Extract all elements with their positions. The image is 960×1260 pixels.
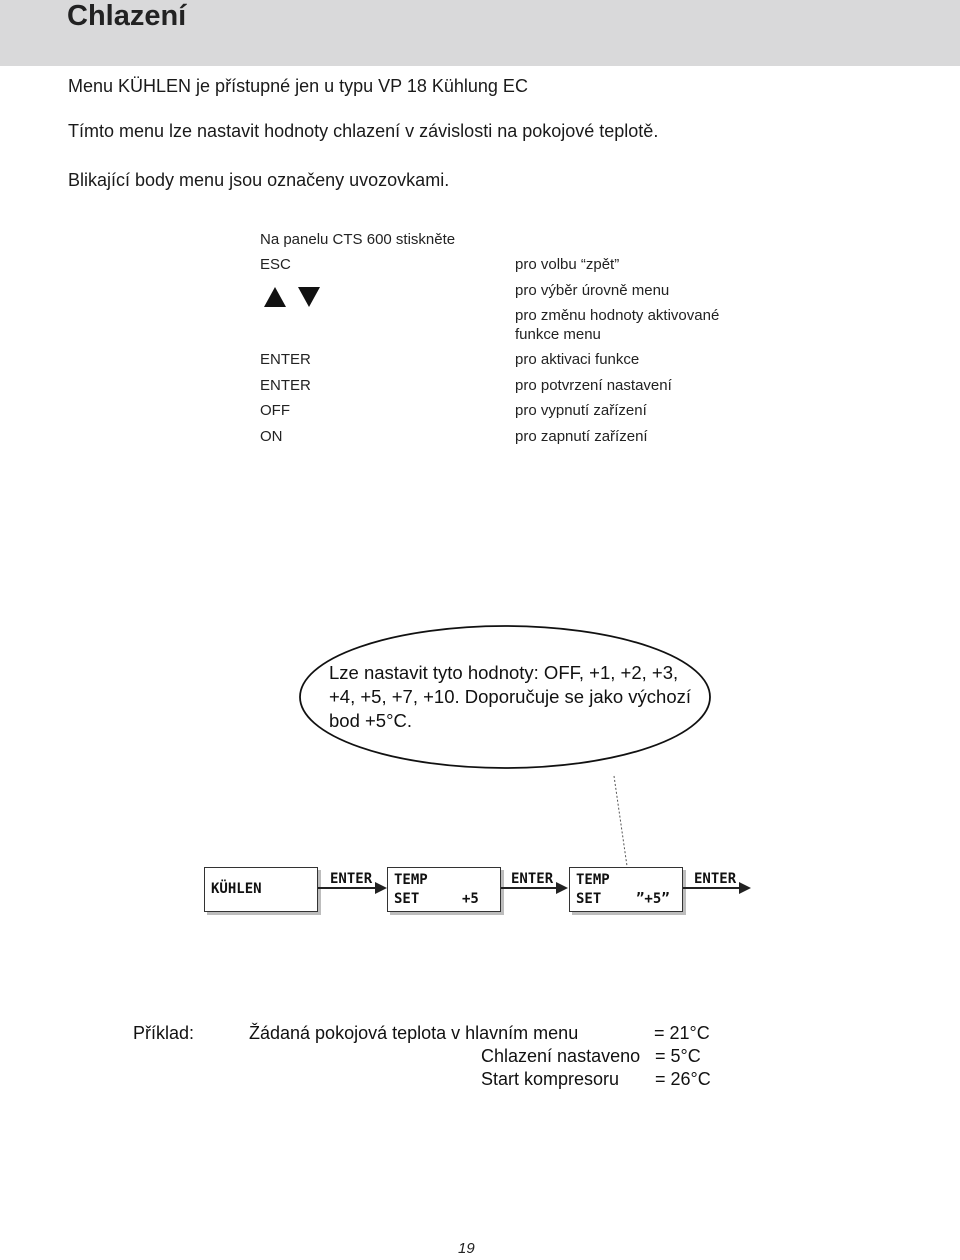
desc-esc: pro volbu “zpět” xyxy=(515,256,620,273)
controls-heading: Na panelu CTS 600 stiskněte xyxy=(260,231,456,248)
enter-label-1: ENTER xyxy=(330,871,373,887)
example-row2-value: = 5°C xyxy=(655,1046,701,1066)
arrow-3-line xyxy=(683,887,740,889)
intro-line-3: Blikající body menu jsou označeny uvozovkami. xyxy=(68,170,450,190)
lcd-1-value: +5 xyxy=(462,891,479,907)
arrow-1-head xyxy=(375,882,387,894)
lcd-1-line1: TEMP xyxy=(394,872,428,888)
lcd-2-line1: TEMP xyxy=(576,872,610,888)
arrow-2-line xyxy=(501,887,557,889)
page-number: 19 xyxy=(458,1240,475,1257)
arrow-2-head xyxy=(556,882,568,894)
desc-on: pro zapnutí zařízení xyxy=(515,428,648,445)
callout-text: Lze nastavit tyto hodnoty: OFF, +1, +2, +3, +4, +5, +7, +10. Doporučuje se jako výchozí bod +5°C. xyxy=(329,662,692,731)
example-row3-value: = 26°C xyxy=(655,1069,711,1089)
desc-off: pro vypnutí zařízení xyxy=(515,402,647,419)
key-esc: ESC xyxy=(260,256,291,273)
desc-arrows-2a: pro změnu hodnoty aktivované xyxy=(515,307,720,324)
desc-enter-2: pro potvrzení nastavení xyxy=(515,377,672,394)
enter-label-3: ENTER xyxy=(694,871,737,887)
desc-arrows-2b: funkce menu xyxy=(515,326,601,343)
arrow-1-line xyxy=(318,887,376,889)
example-row2-text: Chlazení nastaveno xyxy=(481,1046,641,1066)
key-off: OFF xyxy=(260,402,290,419)
example-row3-text: Start kompresoru xyxy=(481,1069,620,1089)
example-label: Příklad: xyxy=(133,1023,195,1043)
arrow-3-head xyxy=(739,882,751,894)
intro-line-2: Tímto menu lze nastavit hodnoty chlazení v závislosti na pokojové teplotě. xyxy=(68,121,659,141)
callout-pointer-line xyxy=(614,776,627,866)
page-title: Chlazení xyxy=(67,0,187,32)
desc-enter-1: pro aktivaci funkce xyxy=(515,351,640,368)
lcd-kuhlen xyxy=(204,867,318,912)
lcd-kuhlen-text: KÜHLEN xyxy=(211,881,262,897)
key-enter-1: ENTER xyxy=(260,351,311,368)
example-row1-value: = 21°C xyxy=(654,1023,710,1043)
enter-label-2: ENTER xyxy=(511,871,554,887)
key-on: ON xyxy=(260,428,283,445)
lcd-temp-set-2 xyxy=(569,867,683,912)
lcd-1-set: SET xyxy=(394,891,420,907)
desc-arrows-1: pro výběr úrovně menu xyxy=(515,282,670,299)
intro-line-1: Menu KÜHLEN je přístupné jen u typu VP 18 Kühlung EC xyxy=(68,76,528,96)
example-row1-text: Žádaná pokojová teplota v hlavním menu xyxy=(249,1023,579,1043)
lcd-2-value: ”+5” xyxy=(636,891,670,907)
lcd-temp-set-1 xyxy=(387,867,501,912)
lcd-2-set: SET xyxy=(576,891,602,907)
key-enter-2: ENTER xyxy=(260,377,311,394)
